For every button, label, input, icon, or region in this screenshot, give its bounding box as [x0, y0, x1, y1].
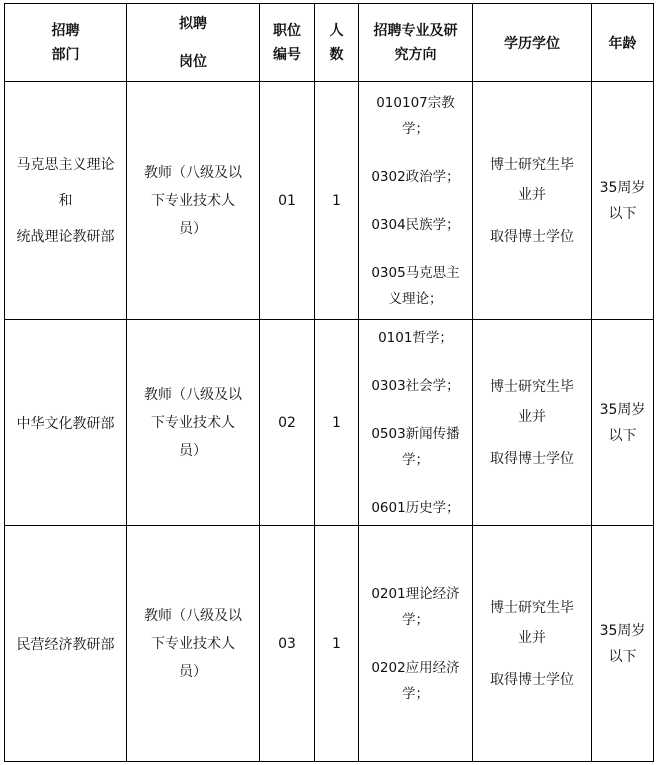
degree-cell: 博士研究生毕 业并 取得博士学位: [473, 526, 592, 762]
position-cell: 教师（八级及以 下专业技术人 员）: [127, 82, 260, 320]
position-cell: 教师（八级及以 下专业技术人 员）: [127, 526, 260, 762]
major-cell: 0101哲学； 0303社会学； 0503新闻传播 学； 0601历史学；: [359, 320, 473, 526]
count-cell: 1: [315, 82, 359, 320]
dept-cell: 民营经济教研部: [5, 526, 127, 762]
degree-cell: 博士研究生毕 业并 取得博士学位: [473, 320, 592, 526]
age-cell: 35周岁 以下: [592, 82, 654, 320]
header-position: 拟聘 岗位: [127, 4, 260, 82]
age-cell: 35周岁 以下: [592, 320, 654, 526]
header-age: 年龄: [592, 4, 654, 82]
count-cell: 1: [315, 526, 359, 762]
header-code: 职位 编号: [260, 4, 315, 82]
header-major: 招聘专业及研 究方向: [359, 4, 473, 82]
table-row: [5, 320, 654, 526]
recruitment-table: [4, 3, 654, 762]
header-dept: 招聘 部门: [5, 4, 127, 82]
header-degree: 学历学位: [473, 4, 592, 82]
table-row: [5, 526, 654, 762]
age-cell: 35周岁 以下: [592, 526, 654, 762]
dept-cell: 马克思主义理论 和 统战理论教研部: [5, 82, 127, 320]
major-cell: 010107宗教 学； 0302政治学； 0304民族学； 0305马克思主 义理论；: [359, 82, 473, 320]
code-cell: 03: [260, 526, 315, 762]
header-count: 人 数: [315, 4, 359, 82]
major-cell: 0201理论经济 学； 0202应用经济 学；: [359, 526, 473, 762]
position-cell: 教师（八级及以 下专业技术人 员）: [127, 320, 260, 526]
table-row: [5, 82, 654, 320]
header-row: [5, 4, 654, 82]
count-cell: 1: [315, 320, 359, 526]
dept-cell: 中华文化教研部: [5, 320, 127, 526]
degree-cell: 博士研究生毕 业并 取得博士学位: [473, 82, 592, 320]
code-cell: 02: [260, 320, 315, 526]
code-cell: 01: [260, 82, 315, 320]
